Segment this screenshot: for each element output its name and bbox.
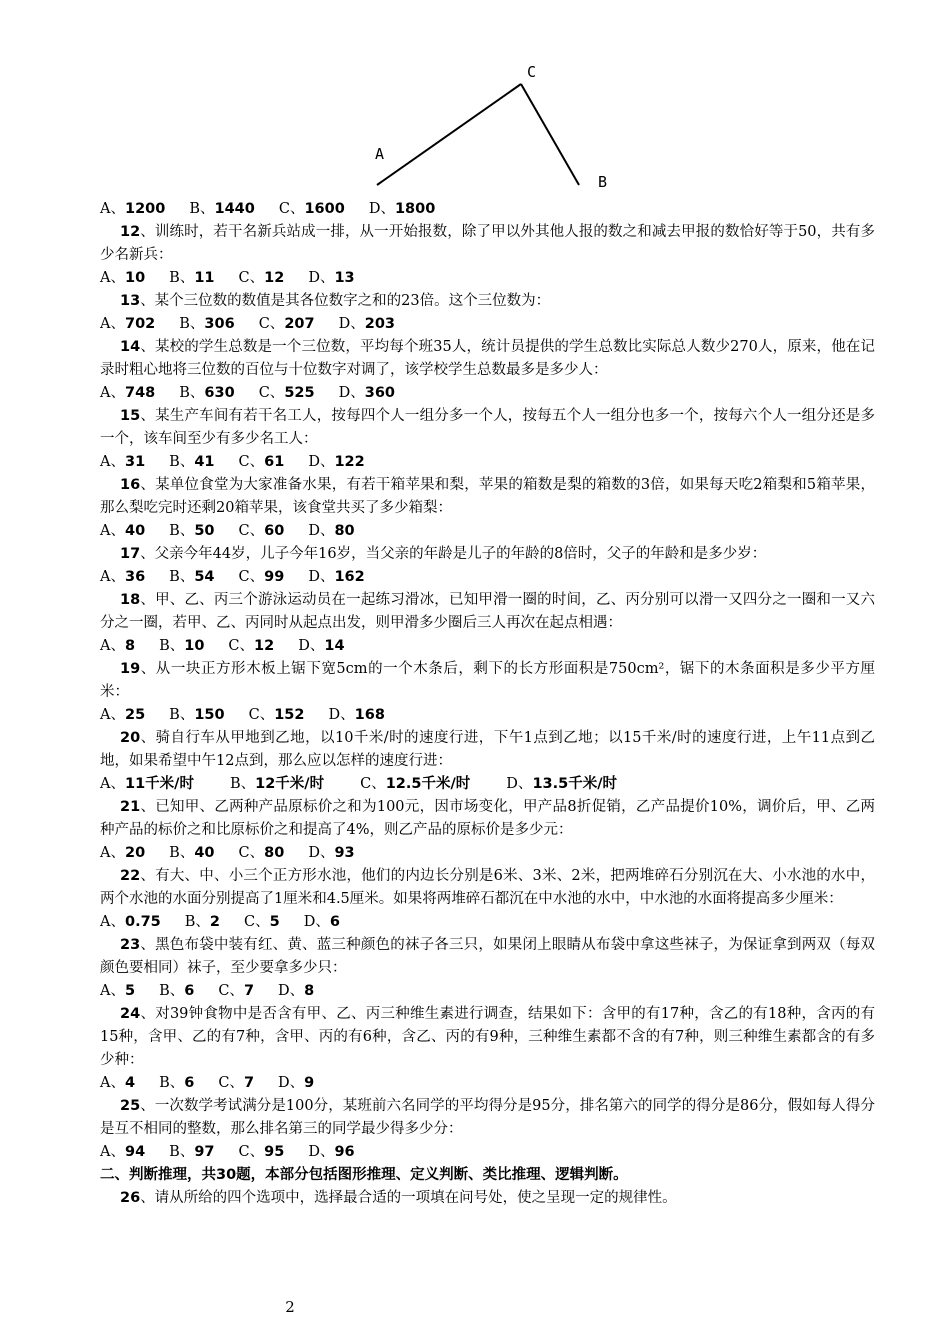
question-15 [100, 405, 875, 451]
option-value: 10 [184, 638, 205, 654]
option-key: D、 [278, 1075, 305, 1091]
question-13 [100, 290, 875, 313]
question-text: 、黑色布袋中装有红、黄、蓝三种颜色的袜子各三只，如果闭上眼睛从布袋中拿这些袜子，为保证拿到两双（每双颜色要相同）袜子，至少要拿多少只： [100, 937, 875, 976]
option-item [308, 842, 354, 865]
option-key: B、 [169, 270, 195, 286]
option-item [239, 451, 285, 474]
option-item [369, 198, 436, 221]
question-24 [100, 1003, 875, 1072]
option-key: C、 [218, 983, 244, 999]
option-key: A、 [100, 638, 125, 654]
option-item [159, 1072, 194, 1095]
question-number: 19 [120, 661, 141, 677]
option-item [100, 267, 145, 290]
option-item [506, 773, 617, 796]
option-value: 36 [124, 569, 146, 585]
option-value: 14 [324, 638, 345, 654]
label-c: C [527, 63, 537, 81]
option-value: 93 [334, 845, 355, 861]
option-value: 122 [334, 454, 365, 470]
option-item [218, 1072, 254, 1095]
option-item [159, 635, 204, 658]
option-key: C、 [238, 1144, 265, 1160]
option-value: 2 [209, 914, 221, 930]
option-value: 99 [264, 569, 285, 585]
option-value: 11千米/时 [124, 776, 194, 792]
option-value: 25 [124, 707, 146, 723]
option-key: C、 [248, 707, 275, 723]
option-key: C、 [218, 1075, 244, 1091]
option-key: C、 [244, 914, 270, 930]
option-item [100, 382, 155, 405]
option-item [308, 267, 354, 290]
option-value: 168 [354, 707, 385, 723]
question-17-options [100, 566, 875, 589]
option-key: C、 [258, 385, 285, 401]
option-value: 50 [194, 523, 215, 539]
option-item [239, 520, 285, 543]
question-20 [100, 727, 875, 773]
option-key: B、 [169, 454, 195, 470]
question-text: 、对39钟食物中是否含有甲、乙、丙三种维生素进行调查，结果如下：含甲的有17种，含乙的有18种，含丙的有15种，含甲、乙的有7种，含甲、丙的有6种，含乙、丙的有9种，三种维生素都不含的有7种，则三种维生素都含的有多少种： [100, 1006, 875, 1068]
option-key: B、 [189, 201, 215, 217]
question-17 [100, 543, 875, 566]
option-item [100, 704, 145, 727]
question-number: 20 [120, 730, 141, 746]
option-item [100, 198, 165, 221]
option-key: B、 [169, 523, 195, 539]
option-value: 80 [334, 523, 355, 539]
option-key: C、 [228, 638, 255, 654]
option-value: 0.75 [124, 914, 161, 930]
option-item [228, 635, 274, 658]
option-value: 40 [124, 523, 146, 539]
option-item [308, 1141, 354, 1164]
option-value: 20 [124, 845, 146, 861]
option-key: B、 [179, 316, 205, 332]
option-value: 12千米/时 [255, 776, 325, 792]
question-number: 17 [120, 546, 141, 562]
option-key: B、 [179, 385, 205, 401]
question-24-options [100, 1072, 875, 1095]
option-key: D、 [338, 316, 365, 332]
question-20-options [100, 773, 875, 796]
option-item [360, 773, 470, 796]
option-key: C、 [238, 569, 265, 585]
option-item [278, 980, 314, 1003]
option-key: D、 [308, 1144, 335, 1160]
option-value: 80 [264, 845, 285, 861]
option-item [339, 382, 395, 405]
angle-figure [360, 55, 640, 200]
option-item [169, 704, 224, 727]
option-item [298, 635, 344, 658]
question-22 [100, 865, 875, 911]
question-22-options [100, 911, 875, 934]
option-key: B、 [229, 776, 256, 792]
option-key: D、 [278, 983, 305, 999]
question-18-options [100, 635, 875, 658]
option-key: D、 [308, 845, 335, 861]
option-value: 207 [284, 316, 315, 332]
option-value: 525 [284, 385, 315, 401]
option-item [278, 1072, 314, 1095]
option-key: A、 [100, 316, 125, 332]
option-value: 96 [334, 1144, 355, 1160]
option-key: A、 [100, 914, 125, 930]
option-key: B、 [159, 1075, 185, 1091]
question-number: 25 [120, 1098, 141, 1114]
question-list [100, 198, 875, 1210]
option-value: 1600 [304, 201, 345, 217]
option-key: D、 [368, 201, 395, 217]
option-item [239, 842, 285, 865]
option-item [230, 773, 324, 796]
option-item [169, 267, 214, 290]
option-item [259, 382, 315, 405]
option-item [100, 635, 135, 658]
question-text: 、请从所给的四个选项中，选择最合适的一项填在问号处，使之呈现一定的规律性。 [140, 1190, 677, 1206]
option-value: 4 [124, 1075, 136, 1091]
option-item [100, 1141, 145, 1164]
option-key: C、 [238, 523, 265, 539]
option-item [308, 566, 364, 589]
option-item [218, 980, 254, 1003]
option-item [249, 704, 305, 727]
option-key: B、 [169, 845, 195, 861]
label-a: A [375, 145, 385, 163]
question-number: 14 [120, 339, 141, 355]
option-key: A、 [100, 201, 125, 217]
option-key: A、 [100, 1144, 125, 1160]
option-item [244, 911, 280, 934]
option-key: C、 [238, 454, 265, 470]
option-key: D、 [303, 914, 330, 930]
question-text: 、已知甲、乙两种产品原标价之和为100元，因市场变化，甲产品8折促销，乙产品提价10%，调价后，甲、乙两种产品的标价之和比原标价之和提高了4%，则乙产品的原标价是多少元： [100, 799, 875, 838]
option-key: D、 [308, 454, 335, 470]
option-value: 61 [264, 454, 285, 470]
option-item [329, 704, 385, 727]
question-18 [100, 589, 875, 635]
option-key: C、 [238, 845, 265, 861]
option-value: 7 [243, 1075, 255, 1091]
option-item [259, 313, 315, 336]
question-25-options [100, 1141, 875, 1164]
option-value: 306 [204, 316, 235, 332]
question-number: 23 [120, 937, 141, 953]
option-key: C、 [258, 316, 285, 332]
option-value: 1440 [214, 201, 255, 217]
section-title: 二、判断推理，共30题，本部分包括图形推理、定义判断、类比推理、逻辑判断。 [100, 1167, 628, 1183]
option-item [100, 313, 155, 336]
option-value: 360 [364, 385, 396, 401]
option-key: D、 [308, 270, 335, 286]
option-item [100, 1072, 135, 1095]
option-value: 702 [124, 316, 156, 332]
option-key: C、 [238, 270, 265, 286]
option-value: 1200 [124, 201, 166, 217]
question-26 [100, 1187, 875, 1210]
option-key: B、 [169, 1144, 195, 1160]
option-value: 1800 [394, 201, 436, 217]
option-key: A、 [100, 845, 125, 861]
option-key: B、 [184, 914, 210, 930]
question-12 [100, 221, 875, 267]
segment-ac [377, 84, 521, 185]
question-23 [100, 934, 875, 980]
option-value: 8 [124, 638, 136, 654]
option-item [169, 451, 214, 474]
option-key: D、 [308, 523, 335, 539]
option-key: A、 [100, 776, 125, 792]
option-item [239, 566, 285, 589]
option-value: 94 [124, 1144, 146, 1160]
option-value: 60 [264, 523, 285, 539]
label-b: B [598, 173, 608, 191]
option-value: 12.5千米/时 [385, 776, 471, 792]
option-key: A、 [100, 707, 125, 723]
question-12-options [100, 267, 875, 290]
option-value: 6 [184, 983, 195, 999]
question-14 [100, 336, 875, 382]
question-15-options [100, 451, 875, 474]
option-key: D、 [338, 385, 365, 401]
question-19 [100, 658, 875, 704]
option-item [308, 520, 354, 543]
option-value: 9 [304, 1075, 315, 1091]
question-25 [100, 1095, 875, 1141]
option-value: 203 [364, 316, 396, 332]
question-number: 26 [120, 1190, 141, 1206]
option-item [169, 842, 214, 865]
option-value: 8 [304, 983, 315, 999]
option-value: 12 [264, 270, 285, 286]
question-number: 24 [120, 1006, 141, 1022]
option-item [189, 198, 255, 221]
option-key: D、 [506, 776, 533, 792]
option-item [239, 1141, 285, 1164]
option-key: A、 [100, 385, 125, 401]
question-number: 13 [120, 293, 141, 309]
option-key: A、 [100, 454, 125, 470]
option-item [179, 313, 234, 336]
option-value: 40 [194, 845, 215, 861]
option-value: 630 [204, 385, 235, 401]
option-key: A、 [100, 1075, 125, 1091]
option-value: 95 [264, 1144, 285, 1160]
question-text: 、某生产车间有若干名工人，按每四个人一组分多一个人，按每五个人一组分也多一个，按每六个人一组分还是多一个，该车间至少有多少名工人： [100, 408, 875, 447]
question-number: 12 [120, 224, 141, 240]
question-text: 、骑自行车从甲地到乙地，以10千米/时的速度行进，下午1点到乙地；以15千米/时的速度行进，上午11点到乙地，如果希望中午12点到，那么应以怎样的速度行进： [100, 730, 875, 769]
option-item [100, 520, 145, 543]
option-item [308, 451, 364, 474]
option-value: 41 [194, 454, 215, 470]
question-21 [100, 796, 875, 842]
question-11-options [100, 198, 875, 221]
option-value: 6 [184, 1075, 195, 1091]
option-value: 162 [334, 569, 365, 585]
option-value: 5 [269, 914, 280, 930]
option-value: 6 [329, 914, 340, 930]
option-value: 13 [334, 270, 355, 286]
question-number: 16 [120, 477, 141, 493]
option-item [100, 773, 194, 796]
option-key: D、 [298, 638, 325, 654]
option-item [169, 566, 214, 589]
option-key: B、 [159, 638, 185, 654]
question-text: 、某单位食堂为大家准备水果，有若干箱苹果和梨，苹果的箱数是梨的箱数的3倍，如果每天吃2箱梨和5箱苹果，那么梨吃完时还剩20箱苹果，该食堂共买了多少箱梨： [100, 477, 875, 516]
question-text: 、训练时，若干名新兵站成一排，从一开始报数，除了甲以外其他人报的数之和减去甲报的数恰好等于50，共有多少名新兵： [100, 224, 875, 263]
question-text: 、某校的学生总数是一个三位数，平均每个班35人，统计员提供的学生总数比实际总人数少270人，原来，他在记录时粗心地将三位数的百位与十位数字对调了，该学校学生总数最多是多少人： [100, 339, 875, 378]
segment-cb [521, 84, 579, 185]
question-23-options [100, 980, 875, 1003]
question-text: 、从一块正方形木板上锯下宽5cm的一个木条后，剩下的长方形面积是750cm²，锯下的木条面积是多少平方厘米： [100, 661, 875, 700]
question-text: 、一次数学考试满分是100分，某班前六名同学的平均得分是95分，排名第六的同学的得分是86分，假如每人得分是互不相同的整数，那么排名第三的同学最少得多少分： [100, 1098, 875, 1137]
option-item [169, 1141, 214, 1164]
option-key: A、 [100, 569, 125, 585]
question-text: 、父亲今年44岁，儿子今年16岁，当父亲的年龄是儿子的年龄的8倍时，父子的年龄和是多少岁： [140, 546, 767, 562]
question-text: 、某个三位数的数值是其各位数字之和的23倍。这个三位数为： [140, 293, 551, 309]
option-key: D、 [308, 569, 335, 585]
question-text: 、甲、乙、丙三个游泳运动员在一起练习滑冰，已知甲滑一圈的时间，乙、丙分别可以滑一又四分之一圈和一又六分之一圈，若甲、乙、丙同时从起点出发，则甲滑多少圈后三人再次在起点相遇： [100, 592, 875, 631]
option-item [339, 313, 395, 336]
question-16-options [100, 520, 875, 543]
option-item [169, 520, 214, 543]
option-key: D、 [328, 707, 355, 723]
option-item [100, 842, 145, 865]
question-number: 22 [120, 868, 141, 884]
option-key: C、 [360, 776, 386, 792]
option-item [279, 198, 345, 221]
question-14-options [100, 382, 875, 405]
option-item [185, 911, 220, 934]
option-item [100, 980, 135, 1003]
option-value: 748 [124, 385, 156, 401]
question-21-options [100, 842, 875, 865]
option-item [239, 267, 285, 290]
option-key: A、 [100, 523, 125, 539]
option-value: 13.5千米/时 [532, 776, 618, 792]
option-value: 152 [274, 707, 305, 723]
option-item [100, 451, 145, 474]
question-number: 15 [120, 408, 141, 424]
option-item [304, 911, 340, 934]
question-19-options [100, 704, 875, 727]
option-item [100, 566, 145, 589]
option-value: 150 [194, 707, 225, 723]
option-key: A、 [100, 270, 125, 286]
option-item [100, 911, 161, 934]
question-text: 、有大、中、小三个正方形水池，他们的内边长分别是6米、3米、2米，把两堆碎石分别沉在大、小水池的水中，两个水池的水面分别提高了1厘米和4.5厘米。如果将两堆碎石都沉在中水池的水中，中水池的水面将提高多少厘米： [100, 868, 875, 907]
question-number: 18 [120, 592, 141, 608]
option-value: 97 [194, 1144, 215, 1160]
option-key: B、 [169, 707, 195, 723]
option-value: 12 [254, 638, 275, 654]
option-value: 10 [124, 270, 146, 286]
question-number: 21 [120, 799, 141, 815]
option-value: 11 [194, 270, 215, 286]
page-number: 2 [285, 1298, 295, 1316]
option-value: 5 [124, 983, 136, 999]
option-value: 7 [243, 983, 255, 999]
option-item [179, 382, 234, 405]
question-16 [100, 474, 875, 520]
question-13-options [100, 313, 875, 336]
option-key: B、 [159, 983, 185, 999]
option-value: 54 [194, 569, 215, 585]
option-item [159, 980, 194, 1003]
option-key: A、 [100, 983, 125, 999]
option-key: C、 [278, 201, 305, 217]
option-key: B、 [169, 569, 195, 585]
option-value: 31 [124, 454, 146, 470]
